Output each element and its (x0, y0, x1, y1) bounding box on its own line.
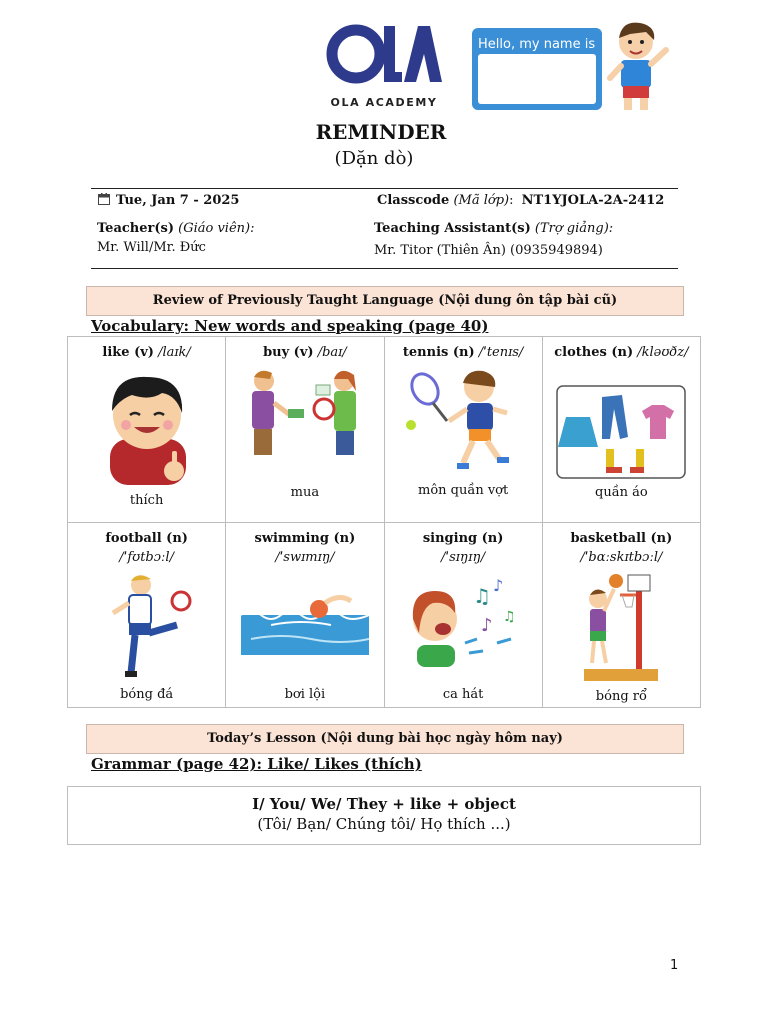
calendar-icon (98, 193, 110, 205)
tennis-picture (403, 367, 523, 481)
grammar-formula-vi: (Tôi/ Bạn/ Chúng tôi/ Họ thích ...) (257, 815, 511, 833)
vocab-meaning: thích (129, 493, 164, 508)
page-number: 1 (670, 958, 679, 973)
classcode-label-vi: (Mã lớp) (453, 193, 510, 208)
swimming-picture (241, 595, 369, 663)
football-picture (97, 573, 197, 689)
vocab-meaning: quần áo (595, 485, 648, 500)
vocab-ipa: /baɪ/ (317, 345, 347, 360)
vocab-word: singing (n) (422, 530, 504, 546)
vocab-meaning: ca hát (442, 686, 484, 702)
nametag-text: Hello, my name is (478, 37, 596, 52)
vocab-cell (226, 337, 384, 523)
vocab-cell (384, 522, 542, 708)
date-row (98, 193, 239, 208)
vocab-word: like (v) (102, 345, 154, 360)
vocab-meaning: mua (290, 485, 320, 500)
classcode-sep: : (509, 193, 514, 208)
review-band: Review of Previously Taught Language (Nội dung ôn tập bài cũ) (86, 286, 684, 316)
vocab-ipa: /ˈbɑːskɪtbɔːl/ (580, 549, 663, 565)
grammar-formula: I/ You/ We/ They + like + object (252, 795, 516, 813)
vocab-cell (542, 337, 700, 523)
teacher-value: Mr. Will/Mr. Đức (97, 240, 206, 255)
vocab-word: tennis (n) (402, 345, 475, 360)
date-value: Tue, Jan 7 - 2025 (116, 193, 240, 208)
vocab-ipa: /ˈfʊtbɔːl/ (119, 549, 174, 565)
vocab-word: football (n) (105, 530, 188, 546)
buying-picture (240, 365, 370, 465)
ta-label-vi: (Trợ giảng): (534, 221, 614, 236)
vocab-ipa: /ˈsɪŋɪŋ/ (441, 549, 486, 565)
vocab-word: basketball (n) (570, 530, 673, 546)
vocab-cell (542, 522, 700, 708)
vocab-cell (68, 337, 226, 523)
vocab-word: clothes (n) (554, 345, 634, 360)
ta-value: Mr. Titor (Thiên Ân) (0935949894) (374, 243, 603, 258)
smiling-boy-picture (92, 367, 202, 491)
singing-picture (403, 573, 523, 673)
ta-label-row (374, 221, 613, 236)
svg-text:♫: ♫ (503, 608, 516, 625)
vocab-cell (226, 522, 384, 708)
divider-top (91, 188, 678, 189)
vocab-ipa: /ˈswɪmɪŋ/ (275, 549, 335, 565)
divider-bottom (91, 268, 678, 269)
teacher-label: Teacher(s) (97, 221, 174, 236)
nametag-illustration (470, 20, 680, 116)
svg-text:♪: ♪ (481, 614, 493, 636)
grammar-section-title: Grammar (page 42): Like/ Likes (thích) (91, 755, 422, 773)
page-subtitle: (Dặn dò) (334, 148, 414, 169)
svg-text:♪: ♪ (493, 575, 504, 595)
vocab-meaning: môn quần vợt (418, 483, 509, 498)
clothes-picture (556, 385, 686, 483)
vocab-table (67, 336, 701, 708)
vocab-ipa: /laɪk/ (158, 345, 191, 360)
teacher-label-vi: (Giáo viên): (178, 221, 255, 236)
logo-text: OLA ACADEMY (330, 96, 438, 109)
classcode-value: NT1YJOLA-2A-2412 (521, 193, 665, 208)
basketball-picture (576, 573, 666, 691)
teacher-label-row (97, 221, 254, 236)
vocab-ipa: /kləʊðz/ (637, 345, 689, 360)
vocab-meaning: bóng rổ (595, 688, 647, 704)
classcode-label: Classcode (377, 193, 450, 208)
vocab-ipa: /ˈtenɪs/ (478, 345, 524, 360)
lesson-band: Today’s Lesson (Nội dung bài học ngày hôm nay) (86, 724, 684, 754)
page-title: REMINDER (315, 120, 447, 144)
ta-label: Teaching Assistant(s) (374, 221, 531, 236)
vocab-meaning: bóng đá (120, 686, 174, 702)
vocab-meaning: bơi lội (284, 686, 326, 702)
vocab-word: swimming (n) (254, 530, 356, 546)
svg-text:♫: ♫ (473, 583, 492, 608)
grammar-box (67, 786, 701, 845)
vocab-cell (68, 522, 226, 708)
vocab-word: buy (v) (263, 345, 314, 360)
vocab-section-title: Vocabulary: New words and speaking (page 40) (91, 317, 489, 335)
classcode-row (377, 193, 664, 208)
vocab-cell (384, 337, 542, 523)
